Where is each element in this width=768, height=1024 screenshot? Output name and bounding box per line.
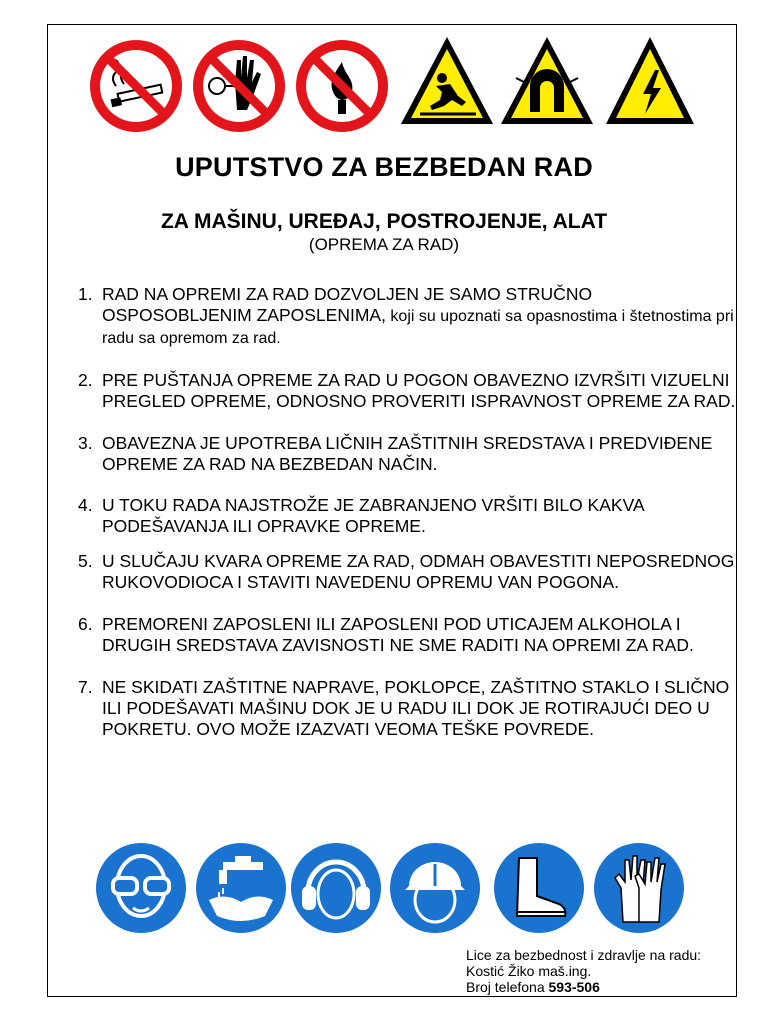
- item-number: 7.: [78, 677, 93, 697]
- responsible-person-role: Lice za bezbednost i zdravlje na radu:: [466, 947, 702, 963]
- item-text: OBAVEZNA JE UPOTREBA LIČNIH ZAŠTITNIH SREDSTAVA I PREDVIĐENE OPREME ZA RAD NA BEZBEDAN NAČIN.: [102, 433, 713, 474]
- list-item: [78, 614, 738, 656]
- no-open-flame-icon: [294, 38, 390, 134]
- slippery-floor-warning-icon: [398, 34, 496, 128]
- no-touching-icon: [191, 38, 287, 134]
- responsible-person-phone: Broj telefona 593-506: [466, 979, 600, 995]
- wear-goggles-icon: [95, 842, 187, 934]
- responsible-person: [466, 947, 701, 995]
- instructions-list: [78, 284, 738, 740]
- list-item: [78, 677, 738, 740]
- page-title: UPUTSTVO ZA BEZBEDAN RAD: [175, 152, 593, 182]
- list-item: [78, 370, 738, 412]
- magnetic-field-warning-icon: [498, 34, 596, 128]
- high-voltage-warning-icon: [603, 34, 697, 128]
- list-item: [78, 284, 738, 349]
- item-text: PREMORENI ZAPOSLENI ILI ZAPOSLENI POD UTICAJEM ALKOHOLA I DRUGIH SREDSTAVA ZAVISNOSTI NE SME RADITI NA OPREMI ZA RAD.: [102, 614, 694, 655]
- list-item: [78, 551, 738, 593]
- item-text: U TOKU RADA NAJSTROŽE JE ZABRANJENO VRŠITI BILO KAKVA PODEŠAVANJA ILI OPRAVKE OPREME.: [102, 495, 644, 536]
- wear-ear-protection-icon: [290, 842, 382, 934]
- item-number: 3.: [78, 433, 93, 453]
- item-text: RAD NA OPREMI ZA RAD DOZVOLJEN JE SAMO STRUČNO OSPOSOBLJENIM ZAPOSLENIMA, koji su upoznati sa opasnostima i štetnostima pri radu sa opremom za rad.: [102, 284, 734, 347]
- item-text: NE SKIDATI ZAŠTITNE NAPRAVE, POKLOPCE, ZAŠTITNO STAKLO I SLIČNO ILI PODEŠAVATI MAŠINU DOK JE U RADU ILI DOK JE ROTIRAJUĆI DEO U POKRETU. OVO MOŽE IZAZVATI VEOMA TEŠKE POVREDE.: [102, 677, 730, 739]
- item-number: 6.: [78, 614, 93, 634]
- no-smoking-icon: [88, 38, 184, 134]
- page-subtitle: ZA MAŠINU, UREĐAJ, POSTROJENJE, ALAT: [160, 210, 608, 233]
- page-subtitle-note: (OPREMA ZA RAD): [308, 235, 460, 254]
- wear-helmet-icon: [389, 842, 481, 934]
- responsible-person-name: Kostić Žiko maš.ing.: [466, 963, 592, 979]
- item-text: PRE PUŠTANJA OPREME ZA RAD U POGON OBAVEZNO IZVRŠITI VIZUELNI PREGLED OPREME, ODNOSNO PROVERITI ISPRAVNOST OPREME ZA RAD.: [102, 370, 736, 411]
- wash-hands-icon: [195, 842, 287, 934]
- item-text: U SLUČAJU KVARA OPREME ZA RAD, ODMAH OBAVESTITI NEPOSREDNOG RUKOVODIOCA I STAVITI NAVEDENU OPREMU VAN POGONA.: [102, 551, 735, 592]
- item-number: 2.: [78, 370, 93, 390]
- wear-gloves-icon: [593, 842, 685, 934]
- list-item: [78, 433, 738, 475]
- item-number: 5.: [78, 551, 93, 571]
- wear-safety-boots-icon: [493, 842, 585, 934]
- item-number: 1.: [78, 284, 93, 304]
- list-item: [78, 495, 738, 537]
- item-number: 4.: [78, 495, 93, 515]
